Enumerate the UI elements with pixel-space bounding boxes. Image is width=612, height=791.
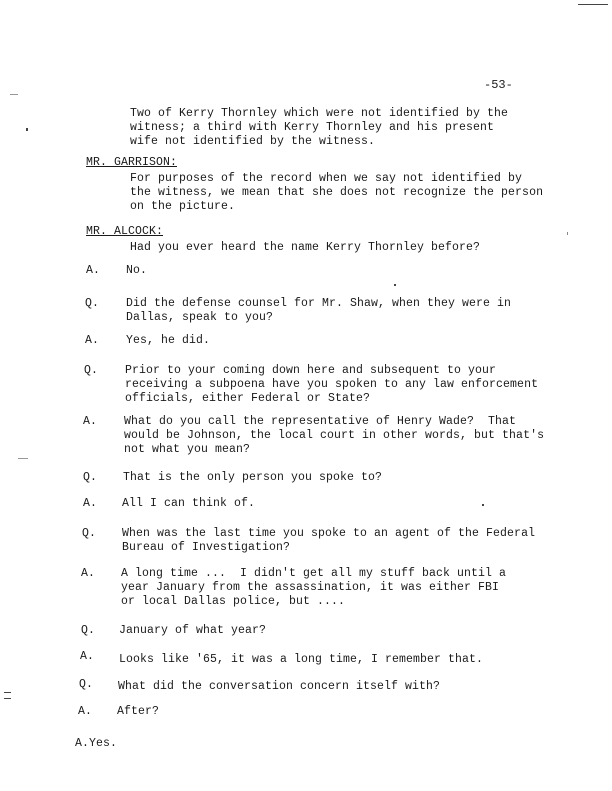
entry-text-line: When was the last time you spoke to an agent of the Federal bbox=[122, 527, 536, 540]
answer-label: A. bbox=[81, 567, 96, 580]
entry-text-line: Dallas, speak to you? bbox=[126, 311, 274, 324]
page-number: -53- bbox=[484, 78, 513, 92]
entry-text-line: All I can think of. bbox=[122, 497, 256, 510]
entry-text-line: After? bbox=[117, 705, 160, 718]
entry-text-line: Prior to your coming down here and subsequent to your bbox=[125, 364, 497, 377]
entry-text-line: What do you call the representative of Henry Wade? That bbox=[124, 415, 517, 428]
answer-label: A. bbox=[83, 415, 98, 428]
entry-text-line: the witness, we mean that she does not recognize the person bbox=[130, 186, 544, 199]
question-label: Q. bbox=[84, 364, 99, 377]
scan-mark bbox=[18, 458, 28, 459]
speaker-label: MR. ALCOCK: bbox=[86, 225, 164, 238]
entry-text-line: Looks like '65, it was a long time, I remember that. bbox=[119, 653, 484, 666]
answer-label: A. bbox=[83, 497, 98, 510]
entry-text-line: year January from the assassination, it was either FBI bbox=[121, 581, 500, 594]
entry-text-line: Bureau of Investigation? bbox=[122, 541, 291, 554]
final-answer-line: A.Yes. bbox=[75, 737, 118, 750]
scan-mark bbox=[10, 94, 18, 95]
entry-text-line: receiving a subpoena have you spoken to any law enforcement bbox=[125, 378, 539, 391]
entry-text-line: Did the defense counsel for Mr. Shaw, when they were in bbox=[126, 297, 512, 310]
scan-mark bbox=[26, 128, 28, 131]
entry-text-line: No. bbox=[126, 264, 148, 277]
entry-text-line: Two of Kerry Thornley which were not identified by the bbox=[130, 107, 509, 120]
entry-text-line: For purposes of the record when we say not identified by bbox=[130, 172, 523, 185]
entry-text-line: Yes, he did. bbox=[126, 334, 211, 347]
entry-text-line: officials, either Federal or State? bbox=[125, 392, 371, 405]
scan-mark bbox=[394, 284, 396, 286]
entry-text-line: not what you mean? bbox=[124, 443, 251, 456]
answer-label: A. bbox=[78, 705, 93, 718]
scan-mark bbox=[578, 4, 608, 5]
answer-label: A. bbox=[85, 334, 100, 347]
entry-text-line: wife not identified by the witness. bbox=[130, 135, 376, 148]
scan-mark bbox=[567, 232, 568, 235]
entry-text-line: or local Dallas police, but .... bbox=[121, 595, 346, 608]
speaker-label: MR. GARRISON: bbox=[86, 156, 178, 169]
entry-text-line: What did the conversation concern itself with? bbox=[118, 680, 441, 693]
question-label: Q. bbox=[82, 527, 97, 540]
answer-label: A. bbox=[80, 650, 95, 663]
scan-mark bbox=[482, 504, 484, 506]
entry-text-line: would be Johnson, the local court in other words, but that's bbox=[124, 429, 545, 442]
question-label: Q. bbox=[79, 678, 94, 691]
answer-label: A. bbox=[86, 264, 101, 277]
scan-mark bbox=[4, 692, 11, 693]
entry-text-line: January of what year? bbox=[119, 624, 267, 637]
entry-text-line: witness; a third with Kerry Thornley and his present bbox=[130, 121, 495, 134]
question-label: Q. bbox=[81, 624, 96, 637]
entry-text-line: A long time ... I didn't get all my stuff back until a bbox=[121, 567, 507, 580]
question-label: Q. bbox=[85, 297, 100, 310]
scan-mark bbox=[4, 698, 11, 699]
question-label: Q. bbox=[83, 471, 98, 484]
entry-text-line: That is the only person you spoke to? bbox=[123, 471, 383, 484]
entry-text-line: Had you ever heard the name Kerry Thornley before? bbox=[130, 241, 481, 254]
entry-text-line: on the picture. bbox=[130, 200, 236, 213]
